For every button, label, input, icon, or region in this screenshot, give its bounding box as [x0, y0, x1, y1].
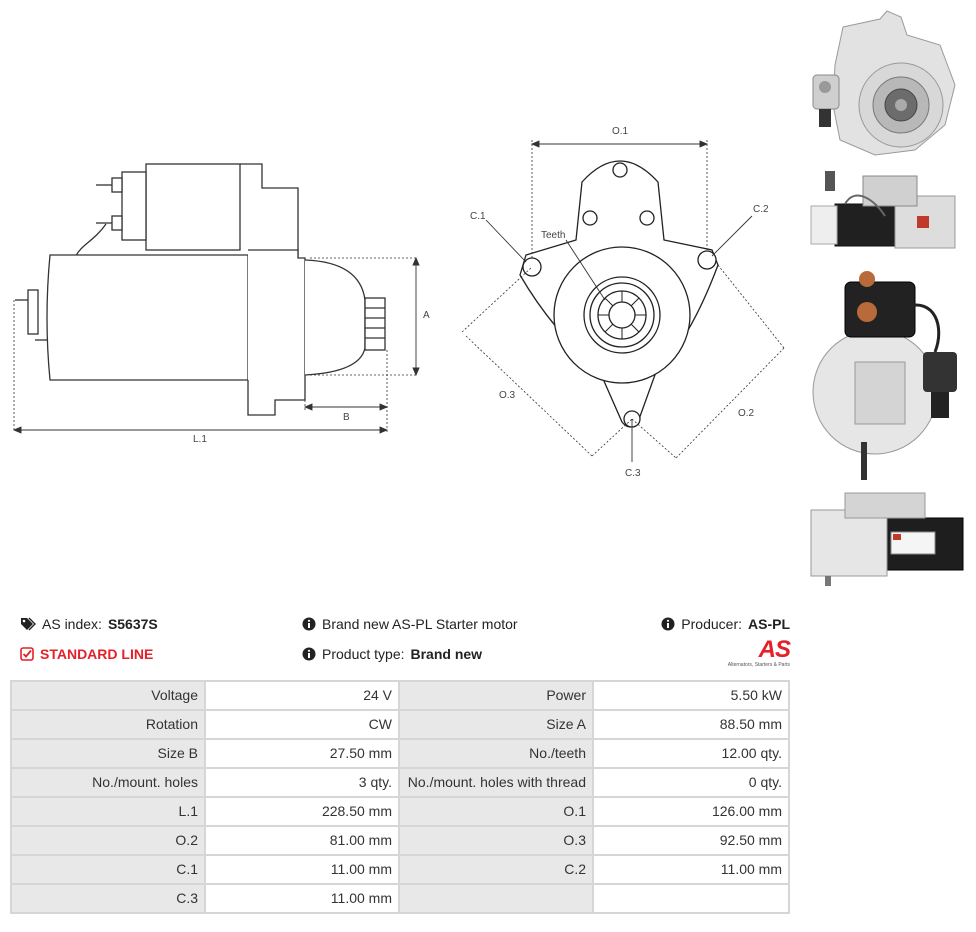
table-row [11, 855, 789, 884]
spec-value: 126.00 mm [593, 797, 789, 826]
spec-value: 11.00 mm [205, 855, 399, 884]
spec-label: O.1 [399, 797, 593, 826]
tags-icon [20, 617, 36, 631]
spec-label: Power [399, 681, 593, 710]
spec-label: Size B [11, 739, 205, 768]
solenoid-shape [146, 164, 240, 250]
description-text: Brand new AS-PL Starter motor [322, 616, 518, 632]
spec-value: 24 V [205, 681, 399, 710]
spec-value: 0 qty. [593, 768, 789, 797]
product-type-label: Product type: [322, 646, 405, 662]
motor-body [47, 255, 248, 380]
spec-value: 3 qty. [205, 768, 399, 797]
table-row [11, 739, 789, 768]
logo-tagline: Alternators, Starters & Parts [727, 662, 790, 668]
as-index-label: AS index: [42, 616, 102, 632]
product-thumbnails [805, 5, 970, 594]
thumbnail-side-view[interactable] [805, 166, 970, 261]
spec-value: 12.00 qty. [593, 739, 789, 768]
spec-value: 27.50 mm [205, 739, 399, 768]
thumbnail-top-view[interactable] [805, 488, 970, 588]
table-row [11, 797, 789, 826]
check-square-icon [20, 647, 34, 661]
logo-mark: AS [758, 636, 790, 663]
as-index-value: S5637S [107, 616, 158, 632]
spec-value: 228.50 mm [205, 797, 399, 826]
description [302, 616, 518, 632]
spec-value: 11.00 mm [593, 855, 789, 884]
specs-table [10, 680, 790, 914]
standard-line-label: STANDARD LINE [40, 646, 154, 662]
spec-label [399, 884, 593, 913]
spec-label: No./teeth [399, 739, 593, 768]
spec-value: 92.50 mm [593, 826, 789, 855]
table-row [11, 710, 789, 739]
dimension-label-c3: C.3 [625, 468, 641, 479]
spec-label: O.3 [399, 826, 593, 855]
dimension-label-o1: O.1 [612, 126, 629, 137]
spec-label: Voltage [11, 681, 205, 710]
product-type-value: Brand new [410, 646, 483, 662]
table-row [11, 884, 789, 913]
as-pl-logo [712, 638, 790, 668]
spec-label: No./mount. holes [11, 768, 205, 797]
standard-line-badge [20, 646, 153, 662]
spec-label: C.1 [11, 855, 205, 884]
drive-nose [305, 260, 365, 375]
table-row [11, 768, 789, 797]
spec-value: 88.50 mm [593, 710, 789, 739]
spec-label: Size A [399, 710, 593, 739]
thumbnail-rear-view[interactable] [805, 267, 970, 482]
dimension-label-c1: C.1 [470, 211, 486, 222]
dimension-label-c2: C.2 [753, 204, 769, 215]
thumbnail-front-view[interactable] [805, 5, 970, 160]
product-info [18, 614, 792, 674]
spec-label: No./mount. holes with thread [399, 768, 593, 797]
table-row [11, 681, 789, 710]
info-icon [661, 617, 675, 631]
spec-value: 5.50 kW [593, 681, 789, 710]
producer [661, 616, 790, 632]
dimension-label-a: A [423, 310, 430, 321]
spec-value: CW [205, 710, 399, 739]
producer-label: Producer: [681, 616, 742, 632]
spec-label: O.2 [11, 826, 205, 855]
product-type [302, 646, 482, 662]
producer-value: AS-PL [748, 616, 790, 632]
pinion [365, 298, 385, 350]
dimension-label-l1: L.1 [193, 434, 207, 445]
dimension-label-teeth: Teeth [541, 230, 566, 241]
spec-label: Rotation [11, 710, 205, 739]
dimension-label-o3: O.3 [499, 390, 516, 401]
spec-label: C.2 [399, 855, 593, 884]
spec-value [593, 884, 789, 913]
dimension-label-o2: O.2 [738, 408, 755, 419]
info-icon [302, 617, 316, 631]
dimension-label-b: B [343, 412, 350, 423]
spec-value: 81.00 mm [205, 826, 399, 855]
as-index [20, 616, 158, 632]
spec-value: 11.00 mm [205, 884, 399, 913]
table-row [11, 826, 789, 855]
spec-label: L.1 [11, 797, 205, 826]
info-icon [302, 647, 316, 661]
spec-label: C.3 [11, 884, 205, 913]
